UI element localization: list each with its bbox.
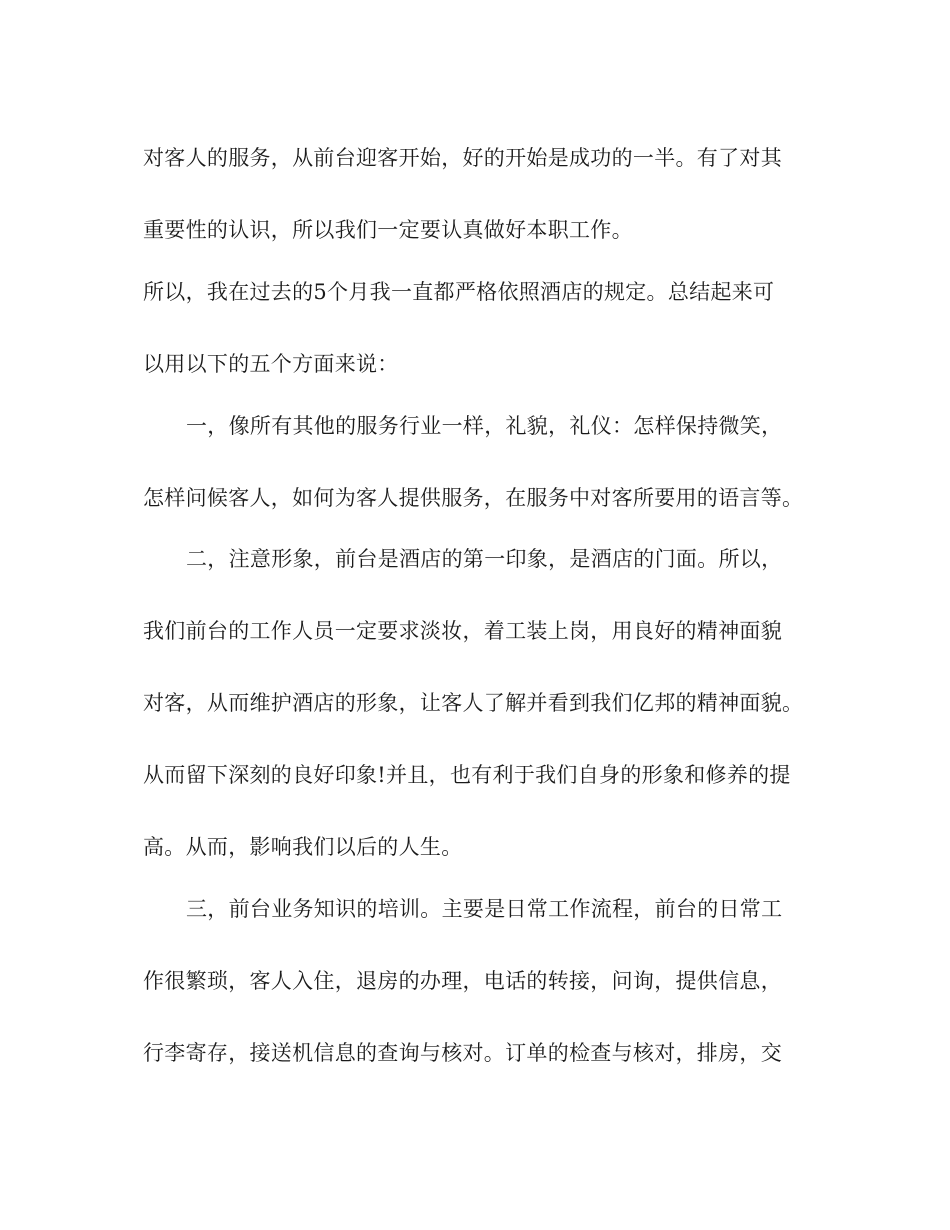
text-line-9: 对客，从而维护酒店的形象，让客人了解并看到我们亿邦的精神面貌。 xyxy=(143,691,804,715)
text-line-4: 以用以下的五个方面来说： xyxy=(143,352,399,376)
text-line-12: 三，前台业务知识的培训。主要是日常工作流程，前台的日常工 xyxy=(186,897,783,921)
text-line-11: 高。从而，影响我们以后的人生。 xyxy=(143,835,463,859)
text-line-14: 行李寄存，接送机信息的查询与核对。订单的检查与核对，排房，交 xyxy=(143,1041,782,1065)
text-line-6: 怎样问候客人，如何为客人提供服务，在服务中对客所要用的语言等。 xyxy=(143,486,804,510)
text-line-5: 一，像所有其他的服务行业一样，礼貌，礼仪：怎样保持微笑， xyxy=(186,414,783,438)
text-line-8: 我们前台的工作人员一定要求淡妆，着工装上岗，用良好的精神面貌 xyxy=(143,619,782,643)
text-line-10: 从而留下深刻的良好印象!并且，也有利于我们自身的形象和修养的提 xyxy=(143,763,791,787)
text-line-13: 作很繁琐，客人入住，退房的办理，电话的转接，问询，提供信息， xyxy=(143,969,782,993)
text-line-1: 对客人的服务，从前台迎客开始，好的开始是成功的一半。有了对其 xyxy=(143,146,782,170)
text-line-2: 重要性的认识，所以我们一定要认真做好本职工作。 xyxy=(143,218,633,242)
text-line-3: 所以，我在过去的5个月我一直都严格依照酒店的规定。总结起来可 xyxy=(143,280,775,304)
text-line-7: 二，注意形象，前台是酒店的第一印象，是酒店的门面。所以， xyxy=(186,547,783,571)
